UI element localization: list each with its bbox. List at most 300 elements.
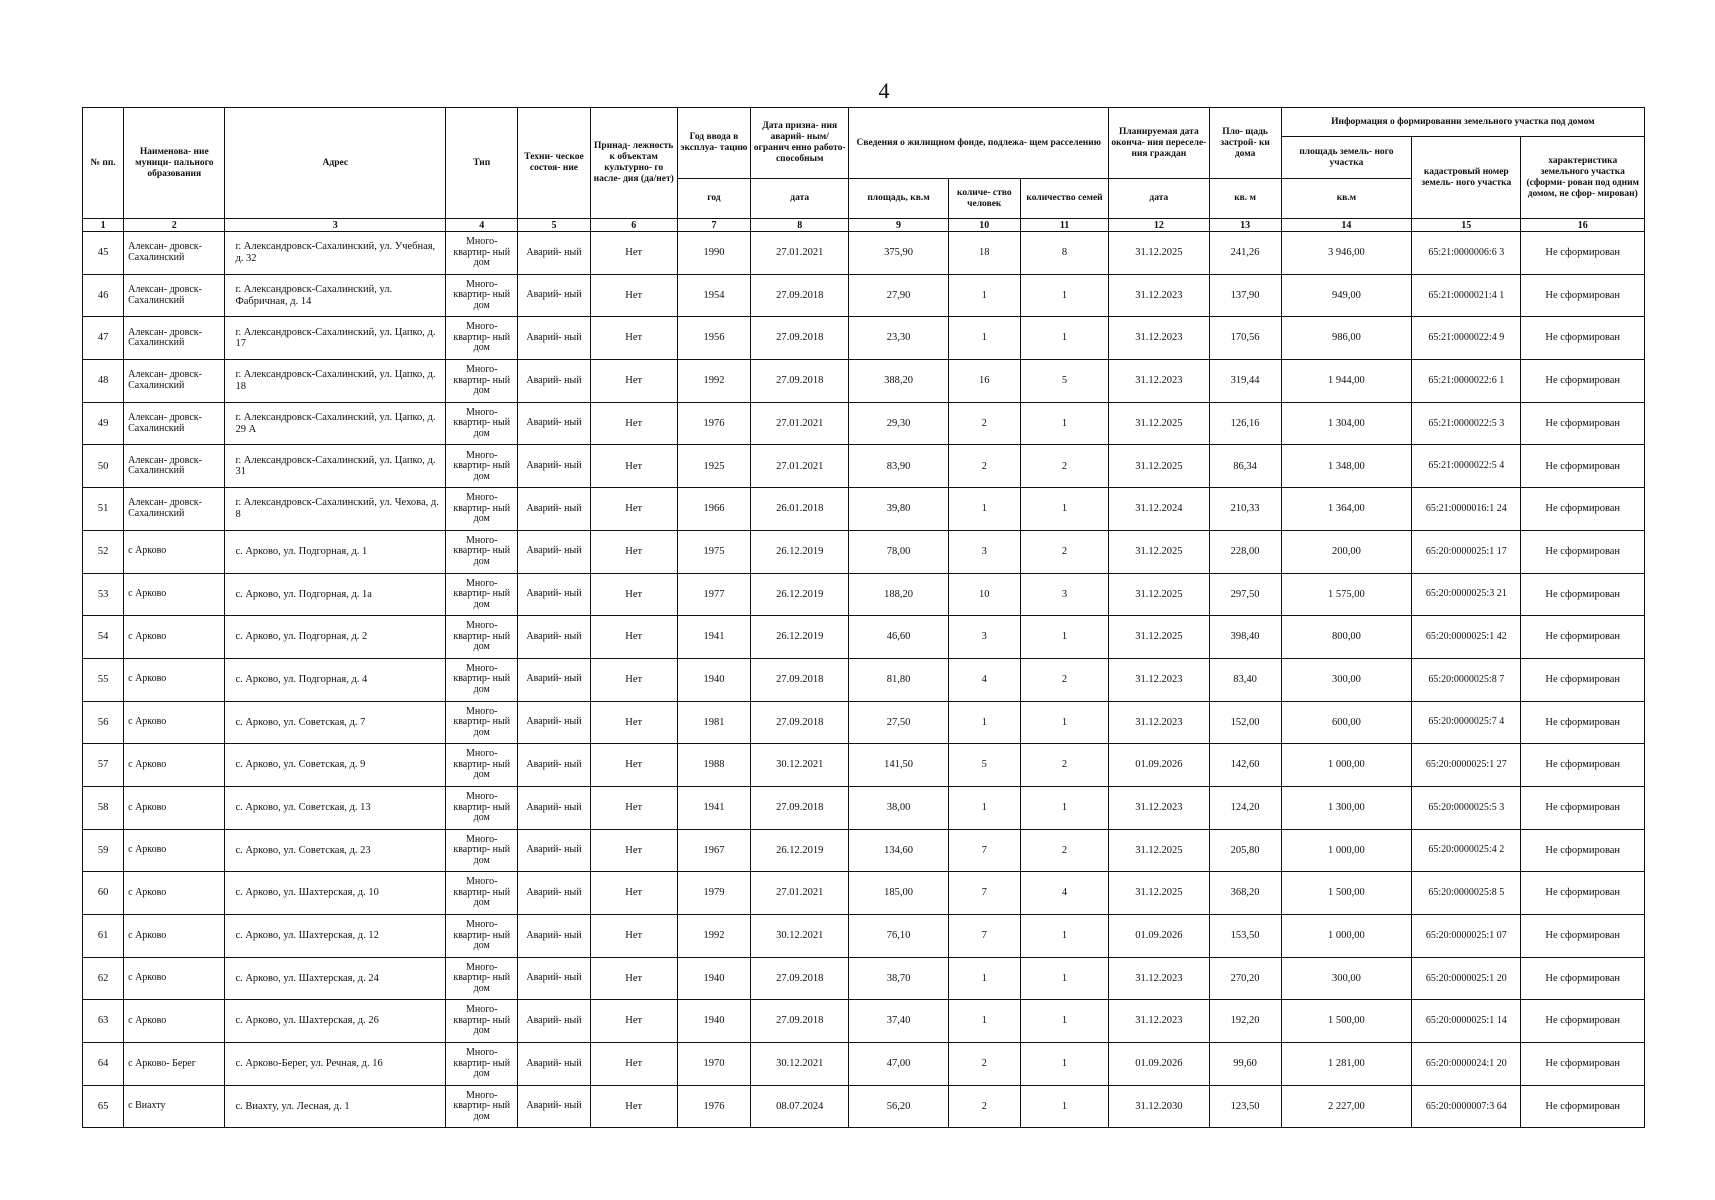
type-cell: Много- квартир- ный дом xyxy=(446,1085,518,1128)
header-condition: Техни- ческое состоя- ние xyxy=(518,108,590,219)
families-cell: 1 xyxy=(1020,1043,1108,1086)
table-row xyxy=(83,573,1645,616)
built-area-cell: 153,50 xyxy=(1209,915,1281,958)
municipality-cell: с Арково xyxy=(124,829,225,872)
cadastral-cell: 65:21:0000006:6 3 xyxy=(1412,232,1521,275)
row-number: 53 xyxy=(83,573,124,616)
column-number: 6 xyxy=(590,219,677,232)
row-number: 49 xyxy=(83,402,124,445)
land-char-cell: Не сформирован xyxy=(1521,402,1645,445)
subheader-people: количе- ство человек xyxy=(948,179,1020,219)
recognition-date-cell: 26.12.2019 xyxy=(751,616,849,659)
area-cell: 78,00 xyxy=(849,530,948,573)
people-cell: 1 xyxy=(948,317,1020,360)
built-area-cell: 170,56 xyxy=(1209,317,1281,360)
cultural-cell: Нет xyxy=(590,402,677,445)
address-cell: с. Арково, ул. Подгорная, д. 1а xyxy=(225,573,446,616)
cultural-cell: Нет xyxy=(590,829,677,872)
families-cell: 1 xyxy=(1020,786,1108,829)
built-area-cell: 205,80 xyxy=(1209,829,1281,872)
condition-cell: Аварий- ный xyxy=(518,957,590,1000)
families-cell: 2 xyxy=(1020,445,1108,488)
type-cell: Много- квартир- ный дом xyxy=(446,915,518,958)
year-cell: 1941 xyxy=(677,616,750,659)
condition-cell: Аварий- ный xyxy=(518,872,590,915)
built-area-cell: 99,60 xyxy=(1209,1043,1281,1086)
municipality-cell: Алексан- дровск- Сахалинский xyxy=(124,445,225,488)
area-cell: 38,70 xyxy=(849,957,948,1000)
planned-date-cell: 31.12.2023 xyxy=(1109,658,1209,701)
condition-cell: Аварий- ный xyxy=(518,232,590,275)
area-cell: 46,60 xyxy=(849,616,948,659)
row-number: 55 xyxy=(83,658,124,701)
planned-date-cell: 31.12.2023 xyxy=(1109,274,1209,317)
land-area-cell: 1 000,00 xyxy=(1281,829,1411,872)
people-cell: 10 xyxy=(948,573,1020,616)
cultural-cell: Нет xyxy=(590,1085,677,1128)
table-row xyxy=(83,232,1645,275)
planned-date-cell: 01.09.2026 xyxy=(1109,744,1209,787)
year-cell: 1940 xyxy=(677,957,750,1000)
built-area-cell: 241,26 xyxy=(1209,232,1281,275)
condition-cell: Аварий- ный xyxy=(518,701,590,744)
recognition-date-cell: 26.12.2019 xyxy=(751,530,849,573)
land-area-cell: 1 000,00 xyxy=(1281,915,1411,958)
cadastral-cell: 65:20:0000025:4 2 xyxy=(1412,829,1521,872)
land-char-cell: Не сформирован xyxy=(1521,1043,1645,1086)
land-char-cell: Не сформирован xyxy=(1521,317,1645,360)
recognition-date-cell: 26.12.2019 xyxy=(751,573,849,616)
planned-date-cell: 01.09.2026 xyxy=(1109,1043,1209,1086)
municipality-cell: Алексан- дровск- Сахалинский xyxy=(124,488,225,531)
table-row xyxy=(83,445,1645,488)
planned-date-cell: 31.12.2025 xyxy=(1109,829,1209,872)
table-row xyxy=(83,701,1645,744)
land-area-cell: 1 281,00 xyxy=(1281,1043,1411,1086)
address-cell: с. Арково, ул. Шахтерская, д. 26 xyxy=(225,1000,446,1043)
housing-table-container xyxy=(82,107,1645,1128)
table-row xyxy=(83,402,1645,445)
families-cell: 1 xyxy=(1020,701,1108,744)
table-row xyxy=(83,829,1645,872)
people-cell: 7 xyxy=(948,829,1020,872)
land-area-cell: 200,00 xyxy=(1281,530,1411,573)
address-cell: с. Арково, ул. Шахтерская, д. 10 xyxy=(225,872,446,915)
cadastral-cell: 65:20:0000007:3 64 xyxy=(1412,1085,1521,1128)
table-row xyxy=(83,957,1645,1000)
year-cell: 1979 xyxy=(677,872,750,915)
cultural-cell: Нет xyxy=(590,488,677,531)
area-cell: 188,20 xyxy=(849,573,948,616)
address-cell: г. Александровск-Сахалинский, ул. Фабричная, д. 14 xyxy=(225,274,446,317)
land-char-cell: Не сформирован xyxy=(1521,530,1645,573)
area-cell: 375,90 xyxy=(849,232,948,275)
column-number: 8 xyxy=(751,219,849,232)
condition-cell: Аварий- ный xyxy=(518,530,590,573)
header-address: Адрес xyxy=(225,108,446,219)
people-cell: 1 xyxy=(948,957,1020,1000)
column-number: 1 xyxy=(83,219,124,232)
land-char-cell: Не сформирован xyxy=(1521,360,1645,403)
land-area-cell: 949,00 xyxy=(1281,274,1411,317)
planned-date-cell: 31.12.2025 xyxy=(1109,402,1209,445)
year-cell: 1992 xyxy=(677,360,750,403)
municipality-cell: с Арково- Берег xyxy=(124,1043,225,1086)
year-cell: 1941 xyxy=(677,786,750,829)
people-cell: 16 xyxy=(948,360,1020,403)
built-area-cell: 319,44 xyxy=(1209,360,1281,403)
cultural-cell: Нет xyxy=(590,360,677,403)
land-char-cell: Не сформирован xyxy=(1521,445,1645,488)
type-cell: Много- квартир- ный дом xyxy=(446,317,518,360)
header-num: № пп. xyxy=(83,108,124,219)
row-number: 47 xyxy=(83,317,124,360)
planned-date-cell: 31.12.2030 xyxy=(1109,1085,1209,1128)
condition-cell: Аварий- ный xyxy=(518,616,590,659)
emergency-housing-table xyxy=(82,107,1645,1128)
municipality-cell: с Арково xyxy=(124,1000,225,1043)
address-cell: г. Александровск-Сахалинский, ул. Цапко, д. 17 xyxy=(225,317,446,360)
recognition-date-cell: 08.07.2024 xyxy=(751,1085,849,1128)
municipality-cell: с Арково xyxy=(124,786,225,829)
type-cell: Много- квартир- ный дом xyxy=(446,701,518,744)
row-number: 65 xyxy=(83,1085,124,1128)
column-number: 7 xyxy=(677,219,750,232)
recognition-date-cell: 27.09.2018 xyxy=(751,274,849,317)
cadastral-cell: 65:21:0000016:1 24 xyxy=(1412,488,1521,531)
families-cell: 4 xyxy=(1020,872,1108,915)
built-area-cell: 126,16 xyxy=(1209,402,1281,445)
municipality-cell: с Виахту xyxy=(124,1085,225,1128)
condition-cell: Аварий- ный xyxy=(518,274,590,317)
families-cell: 8 xyxy=(1020,232,1108,275)
cultural-cell: Нет xyxy=(590,573,677,616)
area-cell: 81,80 xyxy=(849,658,948,701)
recognition-date-cell: 27.09.2018 xyxy=(751,786,849,829)
recognition-date-cell: 27.09.2018 xyxy=(751,658,849,701)
row-number: 45 xyxy=(83,232,124,275)
cultural-cell: Нет xyxy=(590,317,677,360)
land-char-cell: Не сформирован xyxy=(1521,488,1645,531)
land-area-cell: 3 946,00 xyxy=(1281,232,1411,275)
header-land-group: Информация о формировании земельного участка под домом xyxy=(1281,108,1644,137)
families-cell: 1 xyxy=(1020,488,1108,531)
planned-date-cell: 31.12.2023 xyxy=(1109,317,1209,360)
address-cell: г. Александровск-Сахалинский, ул. Цапко, д. 18 xyxy=(225,360,446,403)
year-cell: 1940 xyxy=(677,1000,750,1043)
municipality-cell: с Арково xyxy=(124,744,225,787)
recognition-date-cell: 27.01.2021 xyxy=(751,402,849,445)
address-cell: с. Арково, ул. Подгорная, д. 2 xyxy=(225,616,446,659)
cadastral-cell: 65:20:0000025:3 21 xyxy=(1412,573,1521,616)
header-cultural: Принад- лежность к объектам культурно- го насле- дия (да/нет) xyxy=(590,108,677,219)
year-cell: 1967 xyxy=(677,829,750,872)
row-number: 56 xyxy=(83,701,124,744)
families-cell: 3 xyxy=(1020,573,1108,616)
municipality-cell: Алексан- дровск- Сахалинский xyxy=(124,232,225,275)
people-cell: 1 xyxy=(948,786,1020,829)
area-cell: 39,80 xyxy=(849,488,948,531)
cadastral-cell: 65:20:0000025:8 7 xyxy=(1412,658,1521,701)
subheader-built-unit: кв. м xyxy=(1209,179,1281,219)
cultural-cell: Нет xyxy=(590,530,677,573)
families-cell: 1 xyxy=(1020,274,1108,317)
recognition-date-cell: 27.09.2018 xyxy=(751,360,849,403)
municipality-cell: Алексан- дровск- Сахалинский xyxy=(124,360,225,403)
address-cell: с. Арково, ул. Советская, д. 23 xyxy=(225,829,446,872)
subheader-date: дата xyxy=(751,179,849,219)
land-char-cell: Не сформирован xyxy=(1521,658,1645,701)
people-cell: 2 xyxy=(948,402,1020,445)
type-cell: Много- квартир- ный дом xyxy=(446,360,518,403)
cadastral-cell: 65:21:0000022:5 4 xyxy=(1412,445,1521,488)
land-char-cell: Не сформирован xyxy=(1521,786,1645,829)
families-cell: 1 xyxy=(1020,616,1108,659)
subheader-area: площадь, кв.м xyxy=(849,179,948,219)
table-row xyxy=(83,274,1645,317)
condition-cell: Аварий- ный xyxy=(518,317,590,360)
families-cell: 1 xyxy=(1020,957,1108,1000)
built-area-cell: 86,34 xyxy=(1209,445,1281,488)
land-area-cell: 1 500,00 xyxy=(1281,1000,1411,1043)
land-area-cell: 1 348,00 xyxy=(1281,445,1411,488)
planned-date-cell: 31.12.2025 xyxy=(1109,573,1209,616)
land-area-cell: 800,00 xyxy=(1281,616,1411,659)
column-number: 15 xyxy=(1412,219,1521,232)
address-cell: г. Александровск-Сахалинский, ул. Цапко, д. 31 xyxy=(225,445,446,488)
municipality-cell: с Арково xyxy=(124,658,225,701)
subheader-year: год xyxy=(677,179,750,219)
header-housing-group: Сведения о жилищном фонде, подлежа- щем расселению xyxy=(849,108,1109,179)
column-number: 12 xyxy=(1109,219,1209,232)
cadastral-cell: 65:21:0000022:4 9 xyxy=(1412,317,1521,360)
year-cell: 1966 xyxy=(677,488,750,531)
column-number: 2 xyxy=(124,219,225,232)
cultural-cell: Нет xyxy=(590,957,677,1000)
condition-cell: Аварий- ный xyxy=(518,573,590,616)
area-cell: 47,00 xyxy=(849,1043,948,1086)
row-number: 64 xyxy=(83,1043,124,1086)
condition-cell: Аварий- ный xyxy=(518,1043,590,1086)
planned-date-cell: 31.12.2025 xyxy=(1109,872,1209,915)
type-cell: Много- квартир- ный дом xyxy=(446,274,518,317)
land-area-cell: 600,00 xyxy=(1281,701,1411,744)
land-area-cell: 1 300,00 xyxy=(1281,786,1411,829)
year-cell: 1988 xyxy=(677,744,750,787)
families-cell: 1 xyxy=(1020,402,1108,445)
planned-date-cell: 31.12.2023 xyxy=(1109,786,1209,829)
type-cell: Много- квартир- ный дом xyxy=(446,744,518,787)
people-cell: 2 xyxy=(948,445,1020,488)
type-cell: Много- квартир- ный дом xyxy=(446,616,518,659)
planned-date-cell: 31.12.2024 xyxy=(1109,488,1209,531)
column-numbers-row xyxy=(83,219,1645,232)
families-cell: 2 xyxy=(1020,658,1108,701)
type-cell: Много- квартир- ный дом xyxy=(446,530,518,573)
recognition-date-cell: 27.09.2018 xyxy=(751,1000,849,1043)
cadastral-cell: 65:20:0000025:8 5 xyxy=(1412,872,1521,915)
table-row xyxy=(83,786,1645,829)
built-area-cell: 123,50 xyxy=(1209,1085,1281,1128)
address-cell: с. Виахту, ул. Лесная, д. 1 xyxy=(225,1085,446,1128)
row-number: 58 xyxy=(83,786,124,829)
planned-date-cell: 31.12.2025 xyxy=(1109,232,1209,275)
condition-cell: Аварий- ный xyxy=(518,915,590,958)
land-area-cell: 1 000,00 xyxy=(1281,744,1411,787)
municipality-cell: с Арково xyxy=(124,872,225,915)
table-header xyxy=(83,108,1645,232)
people-cell: 1 xyxy=(948,701,1020,744)
address-cell: г. Александровск-Сахалинский, ул. Учебная, д. 32 xyxy=(225,232,446,275)
subheader-planned-date: дата xyxy=(1109,179,1209,219)
built-area-cell: 270,20 xyxy=(1209,957,1281,1000)
cultural-cell: Нет xyxy=(590,786,677,829)
address-cell: с. Арково, ул. Советская, д. 7 xyxy=(225,701,446,744)
people-cell: 1 xyxy=(948,1000,1020,1043)
cadastral-cell: 65:21:0000021:4 1 xyxy=(1412,274,1521,317)
type-cell: Много- квартир- ный дом xyxy=(446,1043,518,1086)
area-cell: 23,30 xyxy=(849,317,948,360)
families-cell: 1 xyxy=(1020,1000,1108,1043)
municipality-cell: с Арково xyxy=(124,616,225,659)
cadastral-cell: 65:21:0000022:5 3 xyxy=(1412,402,1521,445)
planned-date-cell: 31.12.2023 xyxy=(1109,957,1209,1000)
address-cell: с. Арково-Берег, ул. Речная, д. 16 xyxy=(225,1043,446,1086)
table-row xyxy=(83,317,1645,360)
families-cell: 1 xyxy=(1020,1085,1108,1128)
planned-date-cell: 01.09.2026 xyxy=(1109,915,1209,958)
people-cell: 2 xyxy=(948,1043,1020,1086)
area-cell: 27,50 xyxy=(849,701,948,744)
recognition-date-cell: 27.01.2021 xyxy=(751,232,849,275)
cultural-cell: Нет xyxy=(590,658,677,701)
subheader-land-unit: кв.м xyxy=(1281,179,1411,219)
row-number: 57 xyxy=(83,744,124,787)
planned-date-cell: 31.12.2023 xyxy=(1109,360,1209,403)
column-number: 10 xyxy=(948,219,1020,232)
column-number: 3 xyxy=(225,219,446,232)
land-char-cell: Не сформирован xyxy=(1521,915,1645,958)
area-cell: 388,20 xyxy=(849,360,948,403)
land-area-cell: 300,00 xyxy=(1281,957,1411,1000)
municipality-cell: Алексан- дровск- Сахалинский xyxy=(124,317,225,360)
table-row xyxy=(83,744,1645,787)
year-cell: 1981 xyxy=(677,701,750,744)
table-row xyxy=(83,360,1645,403)
land-char-cell: Не сформирован xyxy=(1521,274,1645,317)
header-recognition: Дата призна- ния аварий- ным/огранич енно работо- способным xyxy=(751,108,849,179)
area-cell: 56,20 xyxy=(849,1085,948,1128)
type-cell: Много- квартир- ный дом xyxy=(446,829,518,872)
recognition-date-cell: 27.09.2018 xyxy=(751,701,849,744)
land-area-cell: 1 304,00 xyxy=(1281,402,1411,445)
cultural-cell: Нет xyxy=(590,274,677,317)
header-land-char: характеристика земельного участка (сформи- рован под одним домом, не сфор- мирован) xyxy=(1521,137,1645,219)
column-number: 16 xyxy=(1521,219,1645,232)
land-char-cell: Не сформирован xyxy=(1521,573,1645,616)
families-cell: 1 xyxy=(1020,317,1108,360)
cultural-cell: Нет xyxy=(590,232,677,275)
year-cell: 1976 xyxy=(677,402,750,445)
type-cell: Много- квартир- ный дом xyxy=(446,573,518,616)
area-cell: 38,00 xyxy=(849,786,948,829)
land-area-cell: 986,00 xyxy=(1281,317,1411,360)
row-number: 63 xyxy=(83,1000,124,1043)
families-cell: 5 xyxy=(1020,360,1108,403)
header-built-area: Пло- щадь застрой- ки дома xyxy=(1209,108,1281,179)
year-cell: 1940 xyxy=(677,658,750,701)
table-row xyxy=(83,488,1645,531)
type-cell: Много- квартир- ный дом xyxy=(446,786,518,829)
cadastral-cell: 65:20:0000025:1 20 xyxy=(1412,957,1521,1000)
row-number: 51 xyxy=(83,488,124,531)
condition-cell: Аварий- ный xyxy=(518,744,590,787)
built-area-cell: 228,00 xyxy=(1209,530,1281,573)
recognition-date-cell: 27.09.2018 xyxy=(751,957,849,1000)
area-cell: 29,30 xyxy=(849,402,948,445)
built-area-cell: 192,20 xyxy=(1209,1000,1281,1043)
cultural-cell: Нет xyxy=(590,872,677,915)
cadastral-cell: 65:20:0000025:1 27 xyxy=(1412,744,1521,787)
year-cell: 1976 xyxy=(677,1085,750,1128)
type-cell: Много- квартир- ный дом xyxy=(446,1000,518,1043)
land-char-cell: Не сформирован xyxy=(1521,1085,1645,1128)
header-land-area: площадь земель- ного участка xyxy=(1281,137,1411,179)
built-area-cell: 137,90 xyxy=(1209,274,1281,317)
year-cell: 1975 xyxy=(677,530,750,573)
address-cell: с. Арково, ул. Шахтерская, д. 24 xyxy=(225,957,446,1000)
people-cell: 3 xyxy=(948,530,1020,573)
year-cell: 1992 xyxy=(677,915,750,958)
recognition-date-cell: 26.01.2018 xyxy=(751,488,849,531)
table-row xyxy=(83,658,1645,701)
people-cell: 3 xyxy=(948,616,1020,659)
page-number: 4 xyxy=(878,78,890,103)
built-area-cell: 368,20 xyxy=(1209,872,1281,915)
land-area-cell: 300,00 xyxy=(1281,658,1411,701)
families-cell: 2 xyxy=(1020,744,1108,787)
condition-cell: Аварий- ный xyxy=(518,402,590,445)
address-cell: с. Арково, ул. Советская, д. 13 xyxy=(225,786,446,829)
people-cell: 7 xyxy=(948,915,1020,958)
land-char-cell: Не сформирован xyxy=(1521,1000,1645,1043)
row-number: 62 xyxy=(83,957,124,1000)
address-cell: с. Арково, ул. Шахтерская, д. 12 xyxy=(225,915,446,958)
row-number: 46 xyxy=(83,274,124,317)
type-cell: Много- квартир- ный дом xyxy=(446,488,518,531)
recognition-date-cell: 30.12.2021 xyxy=(751,1043,849,1086)
area-cell: 134,60 xyxy=(849,829,948,872)
recognition-date-cell: 30.12.2021 xyxy=(751,744,849,787)
row-number: 48 xyxy=(83,360,124,403)
table-row xyxy=(83,872,1645,915)
land-area-cell: 1 364,00 xyxy=(1281,488,1411,531)
table-row xyxy=(83,915,1645,958)
cultural-cell: Нет xyxy=(590,744,677,787)
condition-cell: Аварий- ный xyxy=(518,1000,590,1043)
built-area-cell: 152,00 xyxy=(1209,701,1281,744)
cadastral-cell: 65:20:0000025:7 4 xyxy=(1412,701,1521,744)
cultural-cell: Нет xyxy=(590,616,677,659)
families-cell: 2 xyxy=(1020,530,1108,573)
cadastral-cell: 65:20:0000025:1 14 xyxy=(1412,1000,1521,1043)
type-cell: Много- квартир- ный дом xyxy=(446,872,518,915)
planned-date-cell: 31.12.2025 xyxy=(1109,530,1209,573)
people-cell: 4 xyxy=(948,658,1020,701)
condition-cell: Аварий- ный xyxy=(518,658,590,701)
planned-date-cell: 31.12.2025 xyxy=(1109,445,1209,488)
row-number: 60 xyxy=(83,872,124,915)
